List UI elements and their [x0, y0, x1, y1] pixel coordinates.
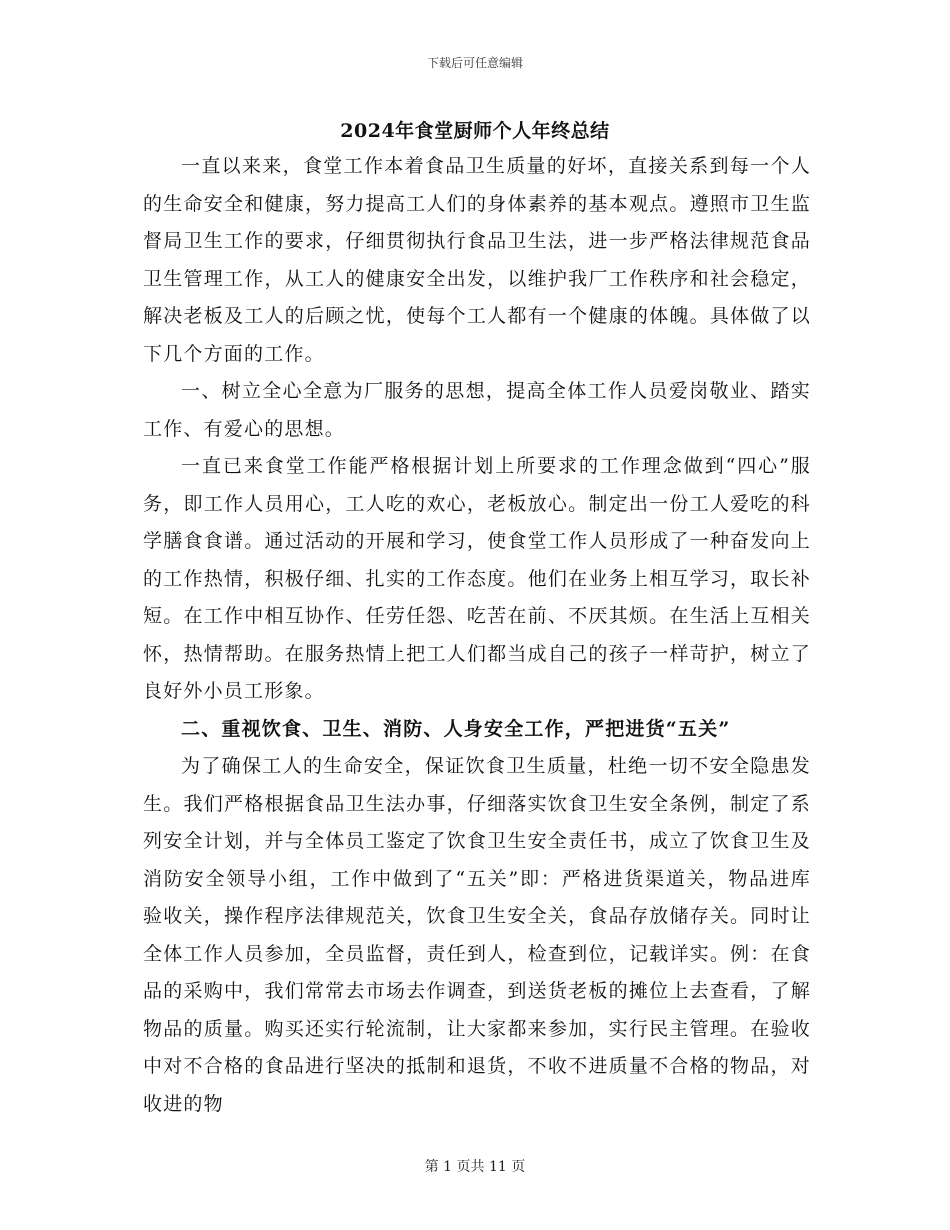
paragraph-section-2-body: 为了确保工人的生命安全，保证饮食卫生质量，杜绝一切不安全隐患发生。我们严格根据食品卫生法办事，仔细落实饮食卫生安全条例，制定了系列安全计划，并与全体员工鉴定了饮食卫生安全责任书，成立了饮食卫生及消防安全领导小组，工作中做到了“五关”即：严格进货渠道关，物品进库验收关，操作程序法律规范关，饮食卫生安全关，食品存放储存关。同时让全体工作人员参加，全员监督，责任到人，检查到位，记载详实。例：在食品的采购中，我们常常去市场去作调查，到送货老板的摊位上去查看，了解物品的质量。购买还实行轮流制，让大家都来参加，实行民主管理。在验收中对不合格的食品进行坚决的抵制和退货，不收不进质量不合格的物品，对收进的物 [143, 755, 811, 1115]
page-footer: 第 1 页共 11 页 [424, 1159, 526, 1175]
paragraph-section-1-body: 一直已来食堂工作能严格根据计划上所要求的工作理念做到“四心”服务，即工作人员用心，工人吃的欢心，老板放心。制定出一份工人爱吃的科学膳食食谱。通过活动的开展和学习，使食堂工作人员形成了一种奋发向上的工作热情，积极仔细、扎实的工作态度。他们在业务上相互学习，取长补短。在工作中相互协作、任劳任怨、吃苦在前、不厌其烦。在生活上互相关怀，热情帮助。在服务热情上把工人们都当成自己的孩子一样苛护，树立了良好外小员工形象。 [143, 455, 811, 702]
page-title: 2024年食堂厨师个人年终总结 [340, 120, 610, 142]
document-body [143, 148, 811, 1123]
paragraph-section-2-heading: 二、重视饮食、卫生、消防、人身安全工作，严把进货“五关” [181, 717, 731, 740]
header-note: 下载后可任意编辑 [426, 56, 523, 70]
paragraph-intro: 一直以来来，食堂工作本着食品卫生质量的好坏，直接关系到每一个人的生命安全和健康，努力提高工人们的身体素养的基本观点。遵照市卫生监督局卫生工作的要求，仔细贯彻执行食品卫生法，进一步严格法律规范食品卫生管理工作，从工人的健康安全出发，以维护我厂工作秩序和社会稳定，解决老板及工人的后顾之忧，使每个工人都有一个健康的体魄。具体做了以下几个方面的工作。 [143, 155, 811, 365]
paragraph-section-1-heading: 一、树立全心全意为厂服务的思想，提高全体工作人员爱岗敬业、踏实工作、有爱心的思想。 [143, 380, 811, 440]
